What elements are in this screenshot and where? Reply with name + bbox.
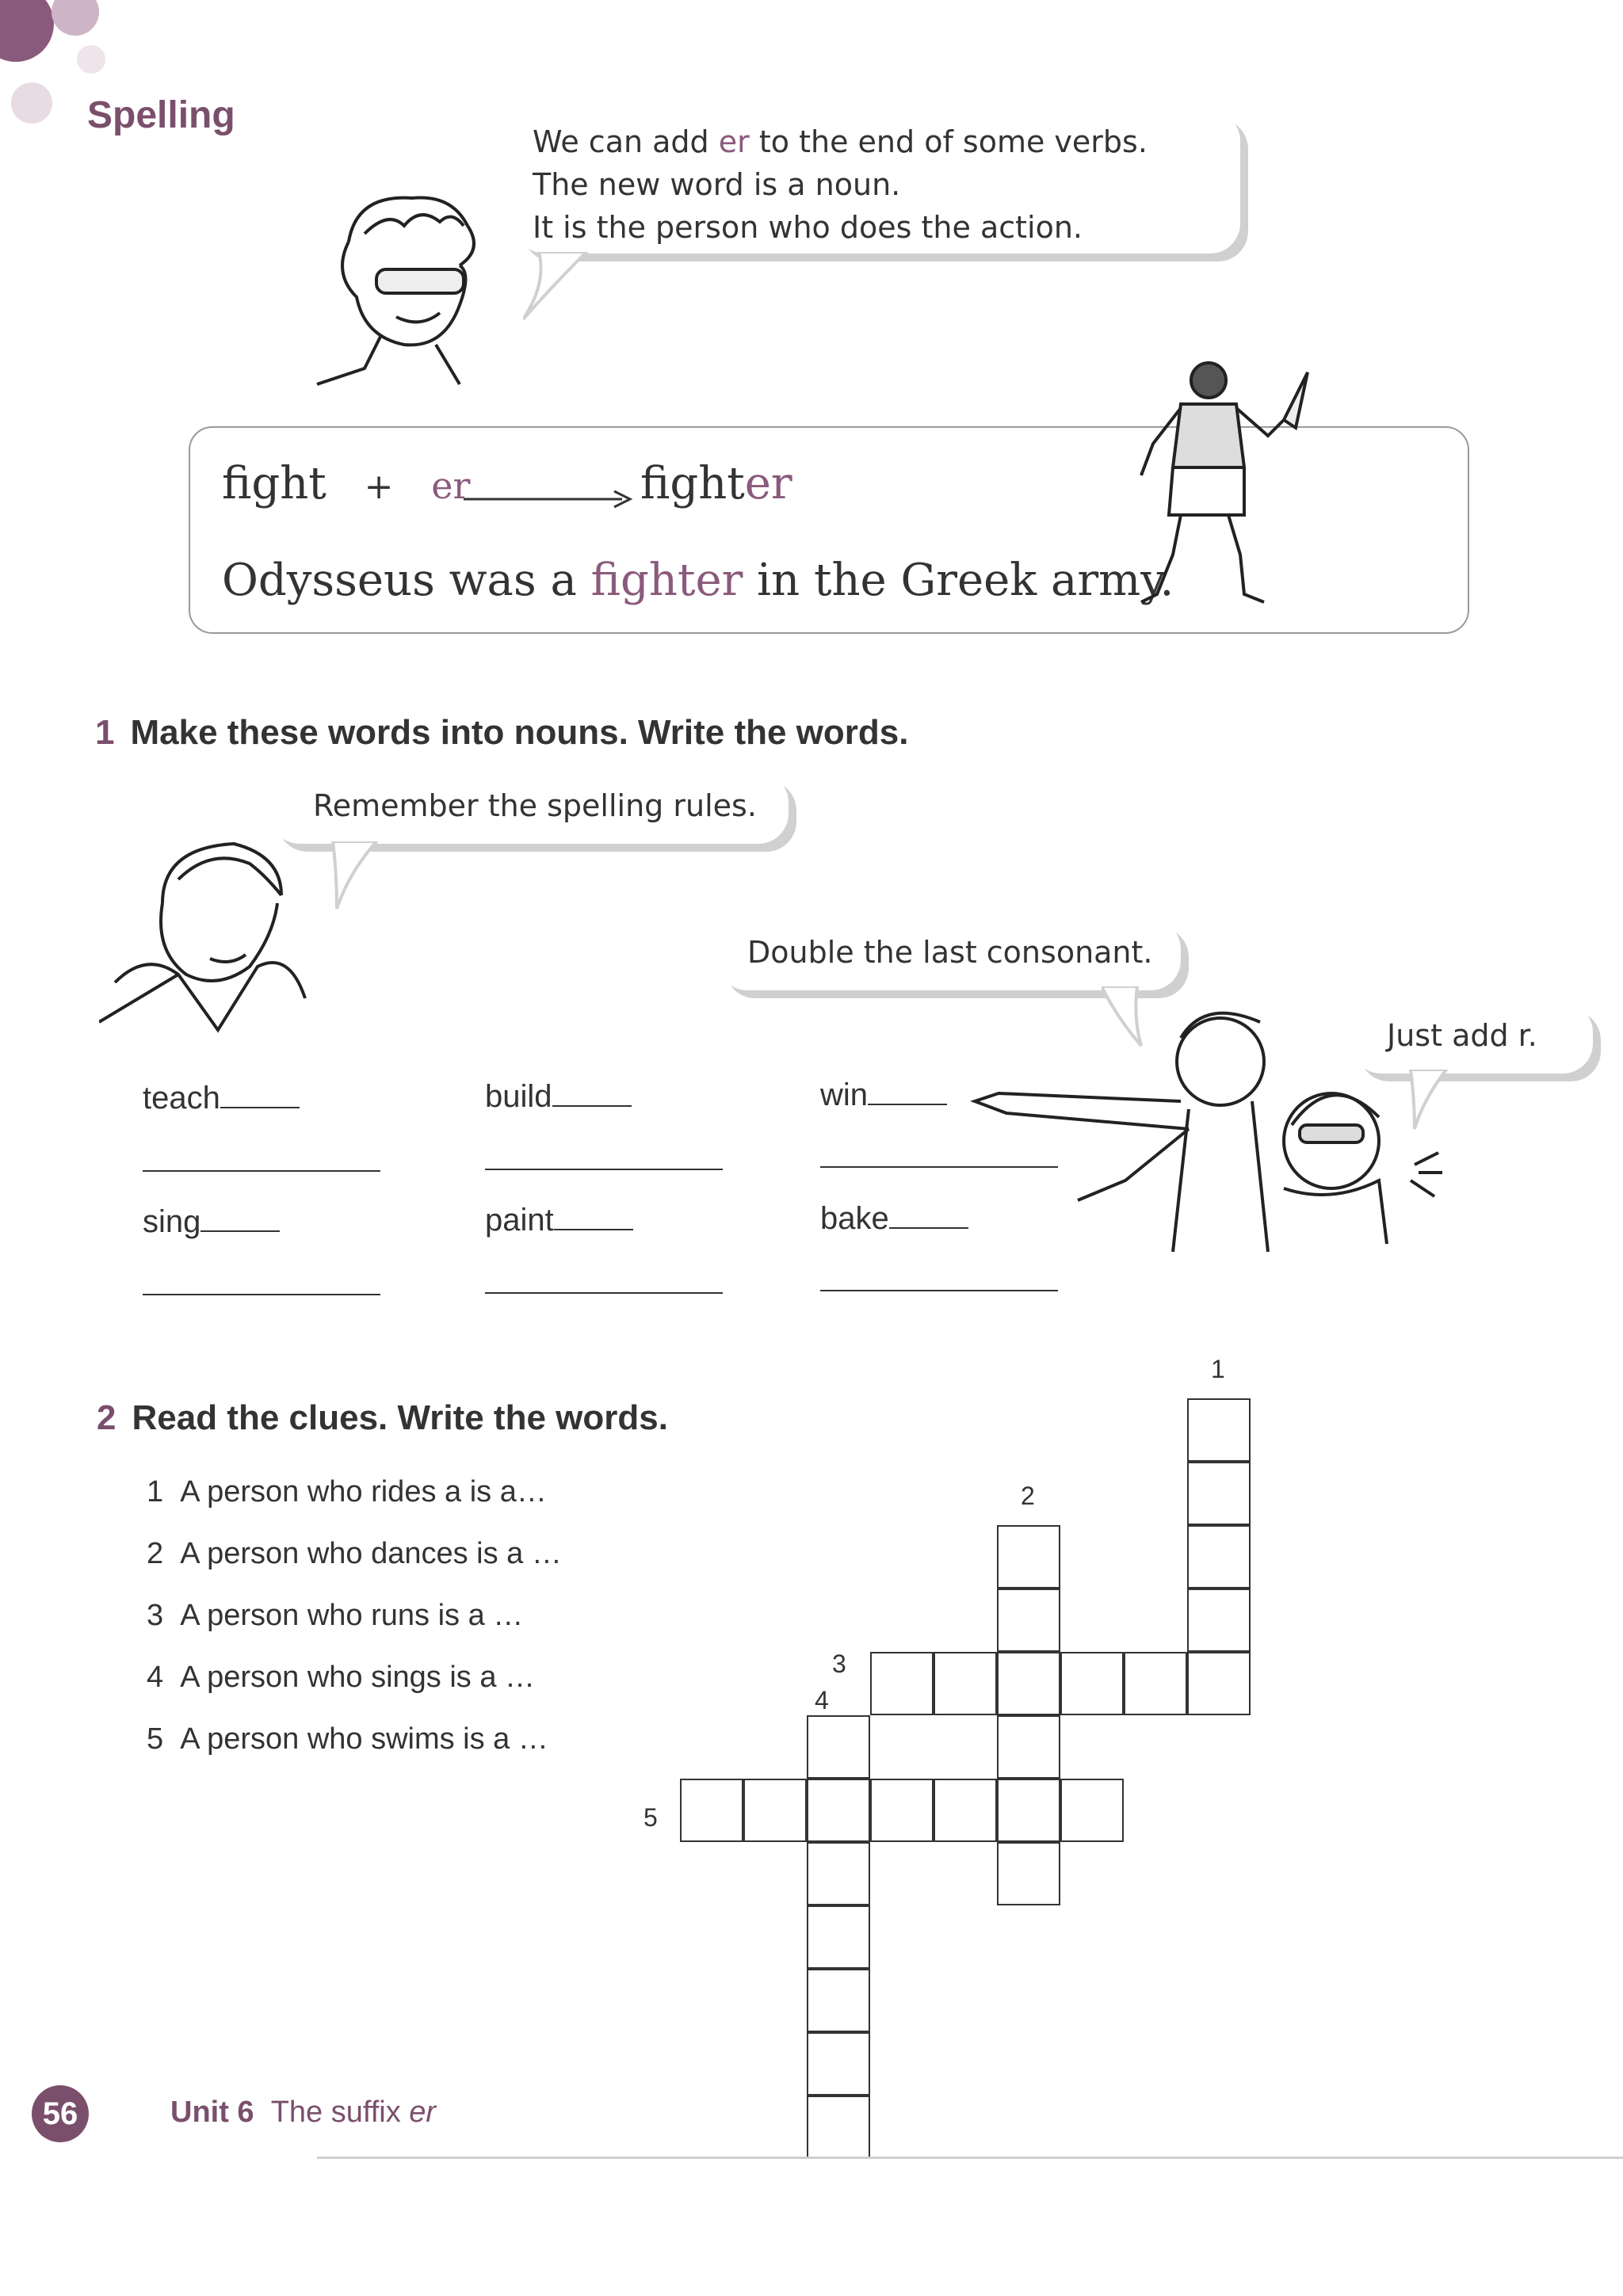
crossword-cell[interactable] xyxy=(807,1779,870,1842)
crossword-cell[interactable] xyxy=(997,1779,1060,1842)
crossword-cell[interactable] xyxy=(1060,1652,1124,1715)
crossword-cell[interactable] xyxy=(934,1652,997,1715)
kids-pointing-illustration xyxy=(967,990,1458,1260)
crossword-cell[interactable] xyxy=(1187,1398,1251,1462)
double-consonant-bubble: Double the last consonant. xyxy=(717,919,1181,990)
crossword-cell[interactable] xyxy=(1187,1525,1251,1589)
clue-3: 3 A person who runs is a … xyxy=(147,1599,524,1632)
answer-line-bake[interactable] xyxy=(820,1290,1058,1291)
crossword-cell[interactable] xyxy=(807,2096,870,2159)
crossword-cell[interactable] xyxy=(997,1652,1060,1715)
warrior-illustration xyxy=(1125,357,1316,610)
rule-result: fighter xyxy=(640,458,792,509)
bottom-divider xyxy=(317,2157,1623,2159)
crossword-cell[interactable] xyxy=(934,1779,997,1842)
crossword-cell[interactable] xyxy=(1187,1652,1251,1715)
answer-line-build[interactable] xyxy=(485,1169,723,1170)
answer-line-paint[interactable] xyxy=(485,1292,723,1294)
intro-line-2: The new word is a noun. xyxy=(533,167,901,202)
footer-unit-label: Unit 6 The suffix er xyxy=(170,2096,437,2129)
clue-5: 5 A person who swims is a … xyxy=(147,1722,548,1756)
crossword-cell[interactable] xyxy=(680,1779,743,1842)
exercise-1-title: 1 Make these words into nouns. Write the words. xyxy=(95,713,909,752)
crossword-cell[interactable] xyxy=(1187,1589,1251,1652)
crossword-cell[interactable] xyxy=(870,1779,934,1842)
remember-bubble-tail xyxy=(317,841,380,913)
answer-line-teach[interactable] xyxy=(143,1170,380,1172)
word-teach: teach xyxy=(143,1081,300,1116)
crossword-number-5: 5 xyxy=(643,1803,658,1832)
crossword-cell[interactable] xyxy=(997,1589,1060,1652)
word-bake: bake xyxy=(820,1201,968,1237)
answer-line-win[interactable] xyxy=(820,1166,1058,1168)
clue-4: 4 A person who sings is a … xyxy=(147,1661,536,1694)
rule-arrow xyxy=(464,487,634,511)
clue-2: 2 A person who dances is a … xyxy=(147,1537,562,1570)
intro-speech-bubble xyxy=(515,111,1240,254)
answer-line-sing[interactable] xyxy=(143,1294,380,1295)
crossword-cell[interactable] xyxy=(807,1715,870,1779)
word-build: build xyxy=(485,1079,632,1115)
remember-bubble: Remember the spelling rules. xyxy=(269,772,789,844)
exercise-2-title: 2 Read the clues. Write the words. xyxy=(97,1398,668,1437)
crossword-cell[interactable] xyxy=(807,1905,870,1969)
crossword-number-2: 2 xyxy=(1021,1482,1035,1510)
section-title: Spelling xyxy=(87,94,235,136)
crossword-cell[interactable] xyxy=(1060,1779,1124,1842)
boy-cape-illustration xyxy=(99,832,337,1046)
crossword-number-1: 1 xyxy=(1211,1355,1225,1383)
crossword-number-4: 4 xyxy=(815,1686,829,1714)
intro-line-3: It is the person who does the action. xyxy=(533,210,1083,245)
page-number-badge: 56 xyxy=(32,2085,89,2142)
boy-glasses-illustration xyxy=(301,178,507,392)
clue-1: 1 A person who rides a is a… xyxy=(147,1475,547,1508)
intro-line-1: We can add er to the end of some verbs. xyxy=(533,124,1148,159)
just-add-r-bubble: Just add r. xyxy=(1351,1002,1593,1074)
rule-equation: fight + er xyxy=(222,458,471,509)
crossword-cell[interactable] xyxy=(1187,1462,1251,1525)
rule-example-sentence: Odysseus was a fighter in the Greek army. xyxy=(222,555,1174,606)
word-paint: paint xyxy=(485,1203,633,1238)
intro-bubble-tail xyxy=(523,252,594,323)
crossword-cell[interactable] xyxy=(997,1715,1060,1779)
crossword-cell[interactable] xyxy=(1124,1652,1187,1715)
crossword-cell[interactable] xyxy=(807,1842,870,1905)
crossword-cell[interactable] xyxy=(870,1652,934,1715)
crossword-cell[interactable] xyxy=(997,1842,1060,1905)
crossword-cell[interactable] xyxy=(807,1969,870,2032)
word-win: win xyxy=(820,1077,947,1113)
word-sing: sing xyxy=(143,1204,280,1240)
crossword-cell[interactable] xyxy=(997,1525,1060,1589)
crossword-number-3: 3 xyxy=(832,1650,846,1678)
crossword-cell[interactable] xyxy=(743,1779,807,1842)
crossword-cell[interactable] xyxy=(807,2032,870,2096)
